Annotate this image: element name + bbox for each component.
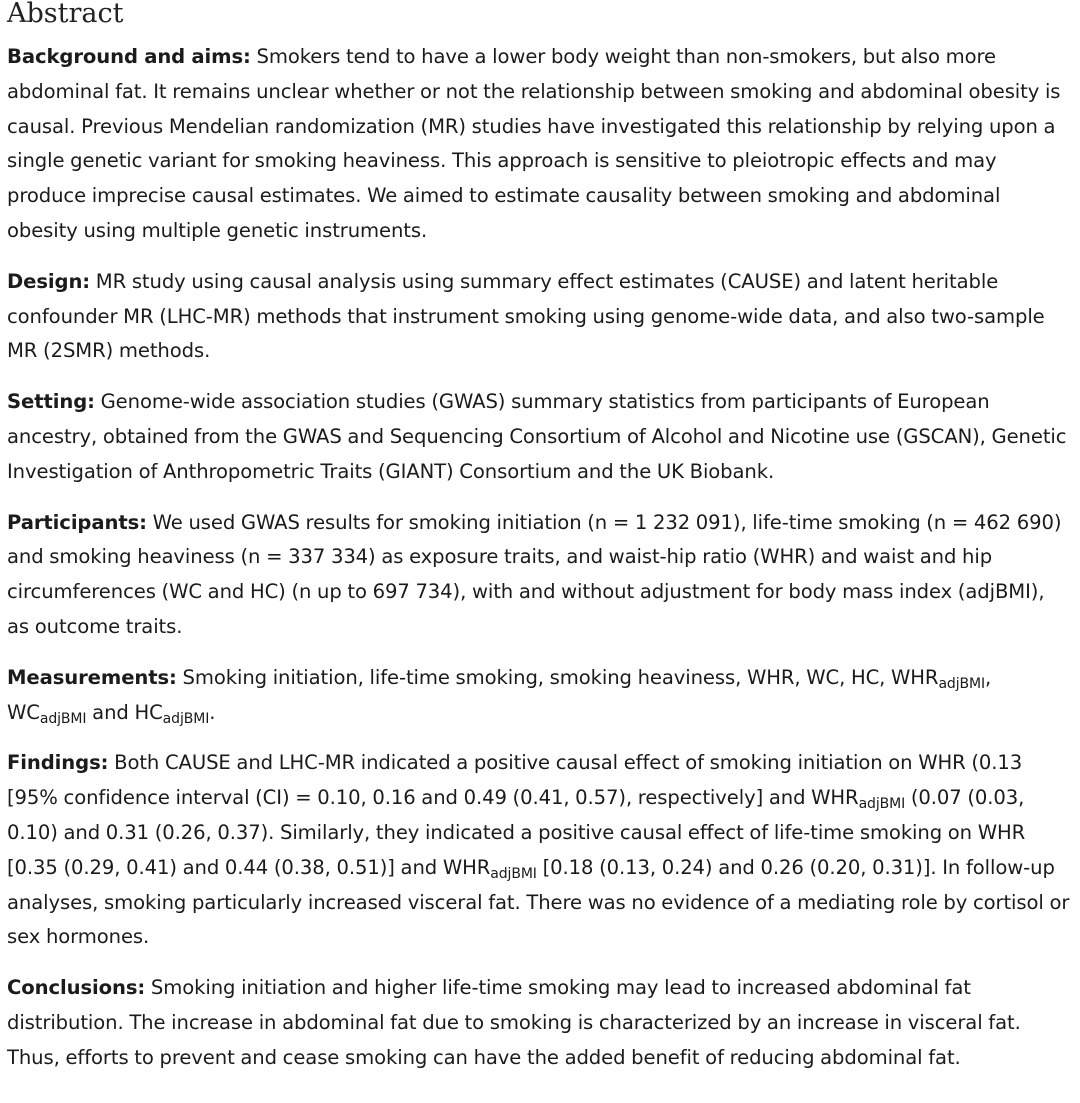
background-paragraph (7, 40, 1071, 249)
findings-subscript: adjBMI (858, 796, 906, 813)
conclusions-text: Smoking initiation and higher life-time smoking may lead to increased abdominal fat distribution. The increase in abdominal fat due to smoking is characterized by an increase in visceral fat. Thus, efforts to prevent and cease smoking can have the added benefit of reducing abdominal fat. (7, 976, 1021, 1069)
findings-text: (0.07 (0.03, 0.10) and 0.31 (0.26, 0.37). Similarly, they indicated a positive causal effect of life-time smoking on WHR [0.35 (0.29, 0.41) and 0.44 (0.38, 0.51)] and WHR (7, 786, 1026, 879)
abstract-section (7, 0, 1071, 1092)
measurements-label: Measurements: (7, 665, 177, 689)
design-label: Design: (7, 269, 91, 293)
measurements-subscript: adjBMI (938, 675, 986, 692)
measurements-text: and HC (86, 700, 163, 724)
measurements-paragraph (7, 661, 1071, 731)
measurements-subscript: adjBMI (162, 710, 210, 727)
background-text: Smokers tend to have a lower body weight than non-smokers, but also more abdominal fat. It remains unclear whether or not the relationship between smoking and abdominal obesity is causal. Previous Mendelian randomization (MR) studies have investigated this relationship by relying upon a single genetic variant for smoking heaviness. This approach is sensitive to pleiotropic effects and may produce imprecise causal estimates. We aimed to estimate causality between smoking and abdominal obesity using multiple genetic instruments. (7, 45, 1061, 242)
findings-text: Both CAUSE and LHC-MR indicated a positive causal effect of smoking initiation on WHR (0.13 [95% confidence interval (CI) = 0.10, 0.16 and 0.49 (0.41, 0.57), respectively] and WHR (7, 751, 1023, 810)
conclusions-paragraph (7, 971, 1071, 1075)
conclusions-label: Conclusions: (7, 976, 146, 1000)
findings-paragraph (7, 746, 1071, 955)
measurements-text: . (209, 700, 216, 724)
participants-text: We used GWAS results for smoking initiation (n = 1 232 091), life-time smoking (n = 462 690) and smoking heaviness (n = 337 334) as exposure traits, and waist-hip ratio (WHR) and waist and hip circumferences (WC and HC) (n up to 697 734), with and without adjustment for body mass index (adjBMI), as outcome traits. (7, 510, 1062, 638)
participants-label: Participants: (7, 510, 147, 534)
setting-label: Setting: (7, 390, 95, 414)
participants-paragraph (7, 506, 1071, 645)
measurements-text: , WC (7, 665, 992, 724)
measurements-text: Smoking initiation, life-time smoking, smoking heaviness, WHR, WC, HC, WHR (176, 665, 939, 689)
measurements-subscript: adjBMI (39, 710, 87, 727)
findings-text: [0.18 (0.13, 0.24) and 0.26 (0.20, 0.31)]. In follow-up analyses, smoking particularly increased visceral fat. There was no evidence of a mediating role by cortisol or sex hormones. (7, 855, 1070, 949)
design-text: MR study using causal analysis using summary effect estimates (CAUSE) and latent heritable confounder MR (LHC-MR) methods that instrument smoking using genome-wide data, and also two-sample MR (2SMR) methods. (7, 269, 1045, 363)
abstract-heading: Abstract (7, 0, 124, 29)
background-label: Background and aims: (7, 45, 251, 68)
setting-paragraph (7, 385, 1071, 489)
findings-subscript: adjBMI (490, 865, 537, 882)
findings-label: Findings: (7, 751, 109, 775)
setting-text: Genome-wide association studies (GWAS) summary statistics from participants of European ancestry, obtained from the GWAS and Sequencing Consortium of Alcohol and Nicotine use (GSCAN), Genetic Investigation of Anthropometric Traits (GIANT) Consortium and the UK Biobank. (7, 390, 1067, 483)
design-paragraph (7, 265, 1071, 369)
